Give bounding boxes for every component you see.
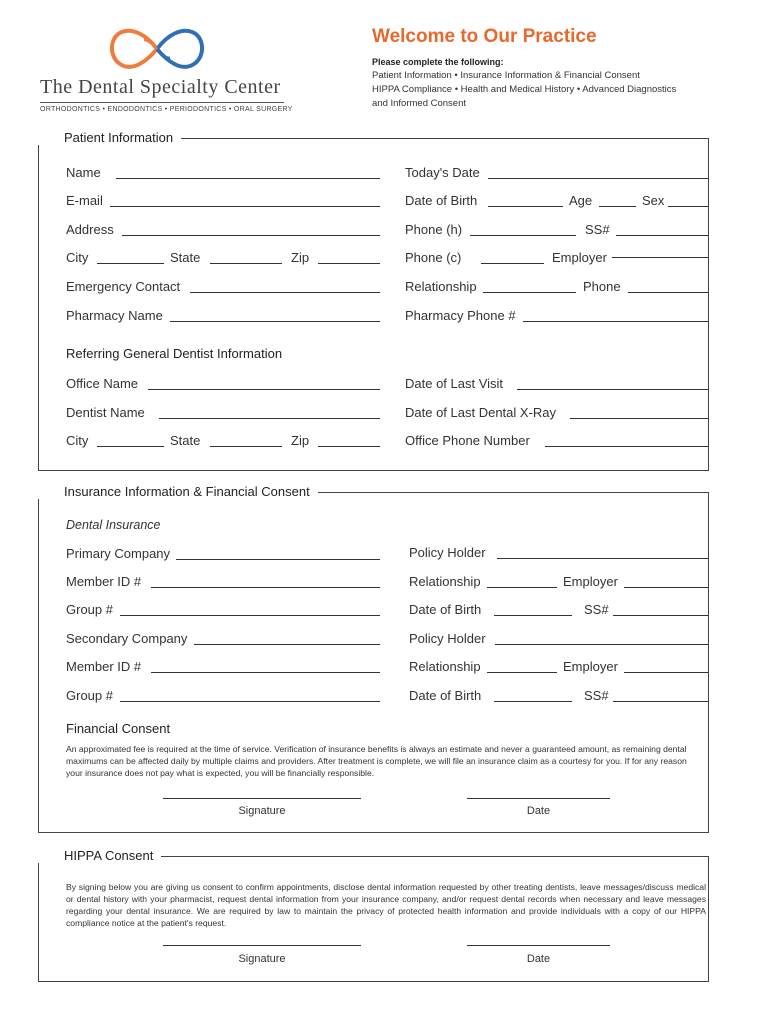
pharmacy-name-label: Pharmacy Name	[66, 308, 163, 323]
dentist-name-field[interactable]	[159, 418, 380, 419]
state-field[interactable]	[210, 263, 282, 264]
ssn-label: SS#	[585, 222, 610, 237]
pharmacy-phone-label: Pharmacy Phone #	[405, 308, 516, 323]
primary-company-label: Primary Company	[66, 546, 171, 561]
policy-holder-field[interactable]	[497, 558, 708, 559]
instructions-line: Patient Information • Insurance Information & Financial Consent	[372, 70, 640, 81]
last-xray-field[interactable]	[570, 418, 708, 419]
policy-holder-label: Policy Holder	[409, 545, 486, 560]
employer-field[interactable]	[612, 257, 708, 258]
group-label: Group #	[66, 602, 113, 617]
age-label: Age	[569, 193, 593, 208]
relationship-field[interactable]	[483, 292, 576, 293]
phone-cell-field[interactable]	[481, 263, 544, 264]
signature-label: Signature	[238, 953, 286, 965]
insured-ssn-field[interactable]	[613, 615, 708, 616]
secondary-dob-label: Date of Birth	[409, 688, 482, 703]
insured-relationship-label: Relationship	[409, 574, 481, 589]
emergency-contact-field[interactable]	[190, 292, 380, 293]
dob-label: Date of Birth	[405, 193, 478, 208]
secondary-policy-holder-field[interactable]	[495, 644, 708, 645]
section-title: Patient Information	[64, 130, 174, 145]
instructions-line: HIPPA Compliance • Health and Medical History • Advanced Diagnostics	[372, 84, 677, 95]
logo-title: The Dental Specialty Center	[40, 76, 281, 98]
pharmacy-name-field[interactable]	[170, 321, 380, 322]
emergency-phone-field[interactable]	[628, 292, 708, 293]
pharmacy-phone-field[interactable]	[523, 321, 708, 322]
sex-field[interactable]	[668, 206, 708, 207]
hippa-signature-field[interactable]	[163, 945, 361, 946]
phone-home-field[interactable]	[470, 235, 576, 236]
email-field[interactable]	[110, 206, 380, 207]
secondary-company-label: Secondary Company	[66, 631, 188, 646]
office-name-label: Office Name	[66, 376, 139, 391]
insured-ssn-label: SS#	[584, 602, 609, 617]
email-label: E-mail	[66, 193, 103, 208]
insured-dob-field[interactable]	[494, 615, 572, 616]
secondary-member-id-field[interactable]	[151, 672, 380, 673]
address-field[interactable]	[122, 235, 380, 236]
financial-signature-field[interactable]	[163, 798, 361, 799]
referring-zip-label: Zip	[291, 433, 310, 448]
name-label: Name	[66, 165, 101, 180]
relationship-label: Relationship	[405, 279, 477, 294]
employer-label: Employer	[552, 250, 607, 265]
zip-label: Zip	[291, 250, 310, 265]
office-name-field[interactable]	[148, 389, 380, 390]
dental-insurance-heading: Dental Insurance	[66, 518, 161, 532]
section-legend	[38, 848, 161, 863]
financial-date-field[interactable]	[467, 798, 610, 799]
secondary-ssn-label: SS#	[584, 688, 609, 703]
member-id-field[interactable]	[151, 587, 380, 588]
dentist-name-label: Dentist Name	[66, 405, 145, 420]
secondary-employer-label: Employer	[563, 659, 618, 674]
group-field[interactable]	[120, 615, 380, 616]
section-title: Insurance Information & Financial Consent	[64, 484, 310, 499]
instructions-heading: Please complete the following:	[372, 57, 504, 67]
secondary-policy-holder-label: Policy Holder	[409, 631, 486, 646]
referring-city-label: City	[66, 433, 89, 448]
secondary-dob-field[interactable]	[494, 701, 572, 702]
secondary-member-id-label: Member ID #	[66, 659, 142, 674]
referring-zip-field[interactable]	[318, 446, 380, 447]
secondary-group-field[interactable]	[120, 701, 380, 702]
name-field[interactable]	[116, 178, 380, 179]
state-label: State	[170, 250, 201, 265]
age-field[interactable]	[599, 206, 636, 207]
phone-cell-label: Phone (c)	[405, 250, 462, 265]
office-phone-field[interactable]	[545, 446, 708, 447]
practice-logo	[36, 26, 293, 116]
sex-label: Sex	[642, 193, 665, 208]
insured-employer-label: Employer	[563, 574, 618, 589]
office-phone-label: Office Phone Number	[405, 433, 530, 448]
secondary-company-field[interactable]	[194, 644, 380, 645]
insured-employer-field[interactable]	[624, 587, 708, 588]
page-title: Welcome to Our Practice	[372, 26, 597, 47]
dob-field[interactable]	[488, 206, 563, 207]
last-visit-label: Date of Last Visit	[405, 376, 504, 391]
address-label: Address	[66, 222, 114, 237]
insured-dob-label: Date of Birth	[409, 602, 482, 617]
zip-field[interactable]	[318, 263, 380, 264]
logo-subtitle: ORTHODONTICS • ENDODONTICS • PERIODONTICS • ORAL SURGERY	[40, 106, 293, 113]
section-legend	[38, 484, 318, 499]
referring-city-field[interactable]	[97, 446, 164, 447]
last-visit-field[interactable]	[517, 389, 708, 390]
secondary-ssn-field[interactable]	[613, 701, 708, 702]
city-label: City	[66, 250, 89, 265]
last-xray-label: Date of Last Dental X-Ray	[405, 405, 557, 420]
financial-consent-text: An approximated fee is required at the time of service. Verification of insurance benefits is always an estimate and never a guaranteed amount, as remaining dental maximums can be affected daily by multiple claims and providers. After treatment is complete, we will file an insurance claim as a courtesy for you. If for any reason your insurance does not pay what is expected, you will be financially responsible.	[66, 744, 687, 778]
date-label: Date	[526, 953, 551, 965]
emergency-phone-label: Phone	[583, 279, 621, 294]
member-id-label: Member ID #	[66, 574, 142, 589]
section-title: HIPPA Consent	[64, 848, 154, 863]
referring-state-field[interactable]	[210, 446, 282, 447]
todays-date-label: Today's Date	[405, 165, 480, 180]
date-label: Date	[526, 805, 551, 817]
infinity-logo-icon	[102, 26, 212, 72]
financial-consent-heading: Financial Consent	[66, 721, 171, 736]
secondary-group-label: Group #	[66, 688, 113, 703]
instructions-line: and Informed Consent	[372, 98, 467, 109]
secondary-relationship-field[interactable]	[487, 672, 557, 673]
secondary-relationship-label: Relationship	[409, 659, 481, 674]
section-legend	[38, 130, 181, 145]
logo-divider	[40, 102, 284, 103]
patient-information-section	[38, 138, 709, 471]
hippa-date-field[interactable]	[467, 945, 610, 946]
primary-company-field[interactable]	[176, 559, 380, 560]
todays-date-field[interactable]	[488, 178, 708, 179]
referring-dentist-heading: Referring General Dentist Information	[66, 346, 283, 361]
referring-state-label: State	[170, 433, 201, 448]
insured-relationship-field[interactable]	[487, 587, 557, 588]
phone-home-label: Phone (h)	[405, 222, 463, 237]
hippa-consent-text: By signing below you are giving us consent to confirm appointments, disclose dental information requested by other treating dentists, leave messages/discuss medical or dental history with your pharmacist, request dental information from your insurance company, and/or request dental records when necessary and leave messages regarding your dental insurance. We are required by law to maintain the privacy of protected health information and provide individuals with a copy of our HIPPA compliance notice at the patient's request.	[66, 882, 706, 928]
signature-label: Signature	[238, 805, 286, 817]
ssn-field[interactable]	[616, 235, 708, 236]
city-field[interactable]	[97, 263, 164, 264]
secondary-employer-field[interactable]	[624, 672, 708, 673]
emergency-contact-label: Emergency Contact	[66, 279, 181, 294]
